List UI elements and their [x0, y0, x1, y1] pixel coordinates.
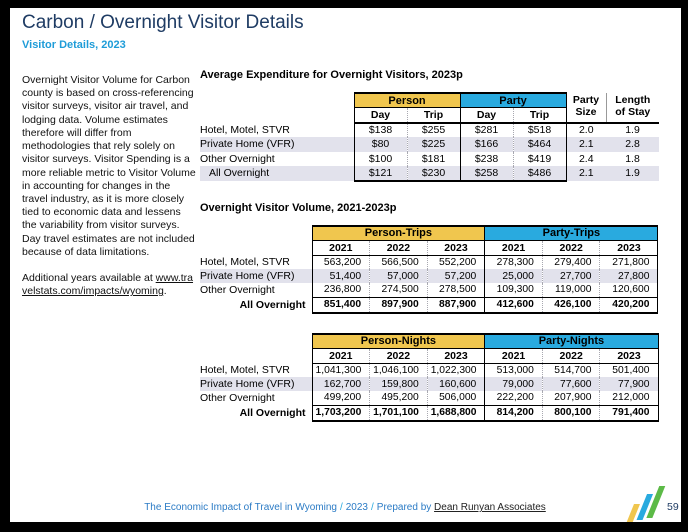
- party-group-header: Party: [460, 93, 566, 108]
- value-cell: 109,300: [485, 283, 543, 297]
- value-cell: 278,500: [427, 283, 485, 297]
- value-cell: $238: [460, 152, 513, 167]
- value-cell: 506,000: [427, 391, 485, 405]
- value-cell: 1,046,100: [370, 363, 428, 377]
- value-cell: 57,200: [427, 269, 485, 283]
- value-cell: 51,400: [312, 269, 370, 283]
- value-cell: $181: [407, 152, 460, 167]
- volume-nights-section: [200, 333, 659, 422]
- year-header: 2021: [485, 240, 543, 255]
- row-label: All Overnight: [239, 299, 306, 311]
- value-cell: 274,500: [370, 283, 428, 297]
- year-header-row: [200, 348, 658, 363]
- additional-years-note: [22, 272, 196, 298]
- value-cell: 207,900: [542, 391, 600, 405]
- table-row: [200, 269, 658, 283]
- value-cell: 162,700: [312, 377, 370, 391]
- sidebar-notes: [22, 74, 196, 299]
- value-cell: 77,600: [542, 377, 600, 391]
- value-cell: 236,800: [312, 283, 370, 297]
- additional-years-text: Additional years available at: [22, 272, 156, 285]
- table-row: [200, 123, 659, 138]
- value-cell: 159,800: [370, 377, 428, 391]
- value-cell: 420,200: [600, 297, 658, 313]
- person-group-header: Person: [354, 93, 460, 108]
- year-header: 2022: [370, 348, 428, 363]
- value-cell: $486: [513, 166, 566, 181]
- footer-report-title: The Economic Impact of Travel in Wyoming: [144, 502, 337, 513]
- value-cell: 1,041,300: [312, 363, 370, 377]
- nights-table: [200, 333, 659, 422]
- page-number: 59: [667, 501, 679, 513]
- table-row: [200, 166, 659, 181]
- value-cell: 800,100: [542, 405, 600, 421]
- value-cell: 563,200: [312, 255, 370, 269]
- spacer-cell: [200, 93, 354, 108]
- row-label: Other Overnight: [200, 392, 275, 404]
- value-cell: $258: [460, 166, 513, 181]
- total-row: [200, 297, 658, 313]
- footer: [110, 502, 580, 513]
- value-cell: 1,022,300: [427, 363, 485, 377]
- year-header: 2023: [427, 348, 485, 363]
- group-header-row: [200, 334, 658, 348]
- year-header: 2023: [600, 348, 658, 363]
- row-label: All Overnight: [239, 407, 306, 419]
- value-cell: $419: [513, 152, 566, 167]
- value-cell: 1,688,800: [427, 405, 485, 421]
- length-of-stay-header: Length of Stay: [606, 93, 659, 123]
- volume-trips-section: [200, 202, 658, 314]
- value-cell: 1,703,200: [312, 405, 370, 421]
- year-header: 2021: [485, 348, 543, 363]
- value-cell: 514,700: [542, 363, 600, 377]
- value-cell: 1.9: [606, 166, 659, 181]
- travelstats-link[interactable]: www.travelstats.com/impacts/wyoming: [22, 272, 194, 298]
- year-header: 2021: [312, 348, 370, 363]
- value-cell: $80: [354, 137, 407, 152]
- value-cell: 2.1: [566, 137, 606, 152]
- spacer-cell: [200, 226, 312, 240]
- value-cell: 279,400: [542, 255, 600, 269]
- footer-separator: /: [339, 502, 343, 513]
- row-label: Private Home (VFR): [200, 377, 312, 391]
- row-label: Hotel, Motel, STVR: [200, 364, 290, 376]
- value-cell: 2.0: [578, 124, 594, 137]
- table-row: [200, 255, 658, 269]
- row-label: Other Overnight: [200, 152, 275, 165]
- table-row: [200, 363, 658, 377]
- value-cell: $121: [354, 166, 407, 181]
- additional-years-period: .: [163, 285, 167, 298]
- col-header-day: Day: [460, 108, 513, 123]
- trips-table: [200, 225, 658, 314]
- footer-prepared-by: Prepared by: [376, 502, 432, 513]
- table-row: [200, 137, 659, 152]
- value-cell: 552,200: [427, 255, 485, 269]
- value-cell: $281: [460, 123, 513, 138]
- value-cell: 25,000: [485, 269, 543, 283]
- year-header-row: [200, 240, 658, 255]
- value-cell: 1.9: [625, 124, 640, 137]
- value-cell: 120,600: [600, 283, 658, 297]
- person-nights-header: Person-Nights: [312, 334, 485, 348]
- footer-separator: /: [371, 502, 374, 513]
- expenditure-section: [200, 69, 659, 182]
- year-header: 2022: [542, 240, 600, 255]
- party-trips-header: Party-Trips: [485, 226, 658, 240]
- value-cell: $166: [460, 137, 513, 152]
- value-cell: $225: [407, 137, 460, 152]
- value-cell: 79,000: [485, 377, 543, 391]
- total-row: [200, 405, 658, 421]
- value-cell: $230: [407, 166, 460, 181]
- spacer-cell: [200, 240, 312, 255]
- table-row: [200, 152, 659, 167]
- value-cell: 566,500: [370, 255, 428, 269]
- table-row: [200, 377, 658, 391]
- value-cell: 2.1: [566, 166, 606, 181]
- value-cell: 1.8: [625, 152, 640, 165]
- row-label: Private Home (VFR): [200, 269, 312, 283]
- value-cell: $138: [354, 123, 407, 138]
- expenditure-table: [200, 92, 659, 182]
- col-header-trip: Trip: [407, 108, 460, 123]
- value-cell: 77,900: [600, 377, 658, 391]
- row-label: Other Overnight: [200, 284, 275, 296]
- person-trips-header: Person-Trips: [312, 226, 485, 240]
- spacer-cell: [200, 334, 312, 348]
- value-cell: 27,700: [542, 269, 600, 283]
- value-cell: $255: [407, 123, 460, 138]
- expenditure-table-title: Average Expenditure for Overnight Visitors, 2023p: [200, 69, 463, 81]
- value-cell: 119,000: [542, 283, 600, 297]
- table-row: [200, 391, 658, 405]
- spacer-cell: [200, 348, 312, 363]
- value-cell: $100: [354, 152, 407, 167]
- volume-section-title: Overnight Visitor Volume, 2021-2023p: [200, 202, 397, 214]
- value-cell: 2.4: [578, 152, 594, 165]
- value-cell: 412,600: [485, 297, 543, 313]
- party-nights-header: Party-Nights: [485, 334, 658, 348]
- value-cell: 426,100: [542, 297, 600, 313]
- party-size-header: Party Size: [566, 93, 606, 123]
- row-label: Hotel, Motel, STVR: [200, 123, 290, 136]
- row-label: All Overnight: [200, 166, 354, 181]
- row-label: Hotel, Motel, STVR: [200, 256, 290, 268]
- row-label: Private Home (VFR): [200, 137, 354, 152]
- value-cell: 2.8: [606, 137, 659, 152]
- value-cell: 271,800: [600, 255, 658, 269]
- page-title: Carbon / Overnight Visitor Details: [22, 12, 304, 33]
- value-cell: 57,000: [370, 269, 428, 283]
- value-cell: 897,900: [370, 297, 428, 313]
- value-cell: 1,701,100: [370, 405, 428, 421]
- value-cell: 160,600: [427, 377, 485, 391]
- spacer-cell: [200, 108, 354, 123]
- dean-runyan-link[interactable]: Dean Runyan Associates: [434, 502, 546, 513]
- value-cell: 499,200: [312, 391, 370, 405]
- value-cell: $518: [513, 123, 566, 138]
- col-header-day: Day: [354, 108, 407, 123]
- notes-paragraph: Overnight Visitor Volume for Carbon county is based on cross-referencing visitor surveys, visitor air travel, and lodging data. Volume estimates therefore will differ from methodologies that rely solely on visitor surveys. Visitor Spending is a more reliable metric to Visitor Volume in accounting for changes in the travel industry, as it is more closely tied to economic data and lessens the variability from visitor surveys. Day travel estimates are not included because of data limitations.: [22, 74, 196, 258]
- col-header-trip: Trip: [513, 108, 566, 123]
- year-header: 2023: [427, 240, 485, 255]
- value-cell: $464: [513, 137, 566, 152]
- slide: [10, 8, 681, 522]
- value-cell: 278,300: [485, 255, 543, 269]
- footer-year: 2023: [345, 502, 368, 513]
- value-cell: 495,200: [370, 391, 428, 405]
- value-cell: 791,400: [600, 405, 658, 421]
- value-cell: 814,200: [485, 405, 543, 421]
- value-cell: 212,000: [600, 391, 658, 405]
- value-cell: 27,800: [600, 269, 658, 283]
- value-cell: 513,000: [485, 363, 543, 377]
- year-header: 2022: [370, 240, 428, 255]
- year-header: 2023: [600, 240, 658, 255]
- group-header-row: [200, 93, 659, 108]
- value-cell: 501,400: [600, 363, 658, 377]
- page-subtitle: Visitor Details, 2023: [22, 39, 126, 51]
- value-cell: 222,200: [485, 391, 543, 405]
- year-header: 2022: [542, 348, 600, 363]
- value-cell: 851,400: [312, 297, 370, 313]
- table-row: [200, 283, 658, 297]
- value-cell: 887,900: [427, 297, 485, 313]
- year-header: 2021: [312, 240, 370, 255]
- group-header-row: [200, 226, 658, 240]
